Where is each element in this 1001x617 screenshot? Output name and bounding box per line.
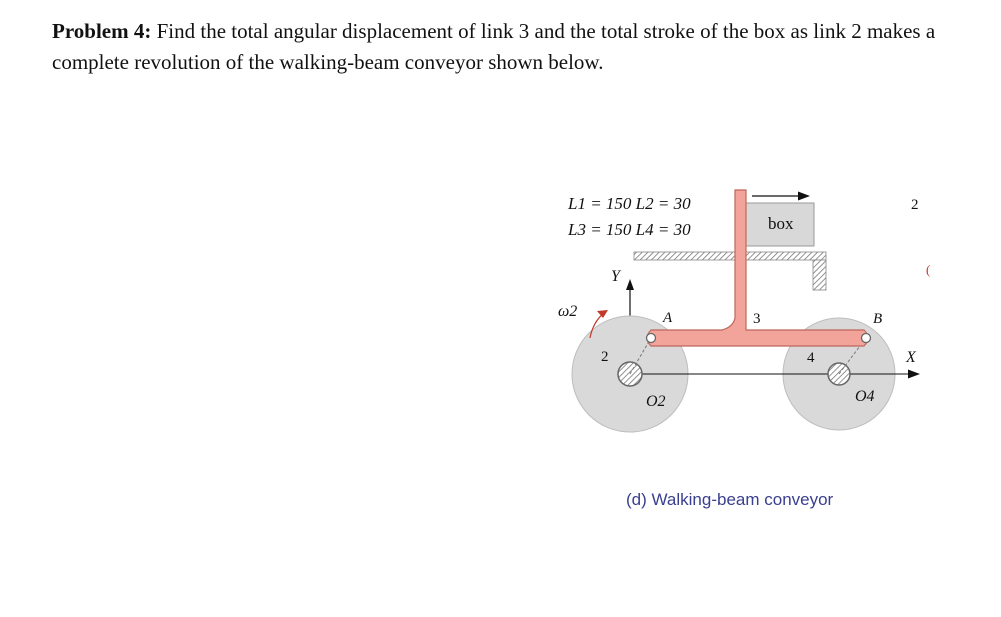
box-arrow-head bbox=[798, 192, 810, 201]
edge-mark-paren: ( bbox=[926, 262, 931, 277]
track-ground bbox=[634, 252, 826, 260]
y-axis-arrow bbox=[626, 279, 634, 290]
x-axis-label: X bbox=[906, 349, 916, 366]
label-a: A bbox=[663, 310, 673, 326]
label-b: B bbox=[873, 311, 883, 327]
omega-label: ω2 bbox=[558, 303, 578, 320]
params-line-2: L3 = 150 L4 = 30 bbox=[568, 220, 691, 239]
label-link-4: 4 bbox=[807, 350, 815, 366]
label-link-3: 3 bbox=[753, 311, 761, 327]
problem-text: Find the total angular displacement of link 3 and the total stroke of the box as link 2 makes a complete revolution of the walking-beam conveyor shown below. bbox=[52, 19, 936, 74]
joint-a bbox=[647, 334, 656, 343]
label-link-2: 2 bbox=[601, 349, 609, 365]
params-line-1: L1 = 150 L2 = 30 bbox=[568, 194, 691, 213]
joint-b bbox=[862, 334, 871, 343]
figure-caption: (d) Walking-beam conveyor bbox=[626, 490, 834, 509]
label-o2: O2 bbox=[646, 393, 666, 410]
y-axis-label: Y bbox=[611, 268, 620, 285]
box-label: box bbox=[768, 214, 794, 233]
track-stop bbox=[813, 260, 826, 290]
x-axis-arrow bbox=[908, 370, 920, 379]
problem-label: Problem 4: bbox=[52, 19, 152, 43]
edge-mark-2: 2 bbox=[911, 197, 919, 213]
label-o4: O4 bbox=[855, 388, 875, 405]
omega-arrow-icon bbox=[597, 310, 608, 318]
